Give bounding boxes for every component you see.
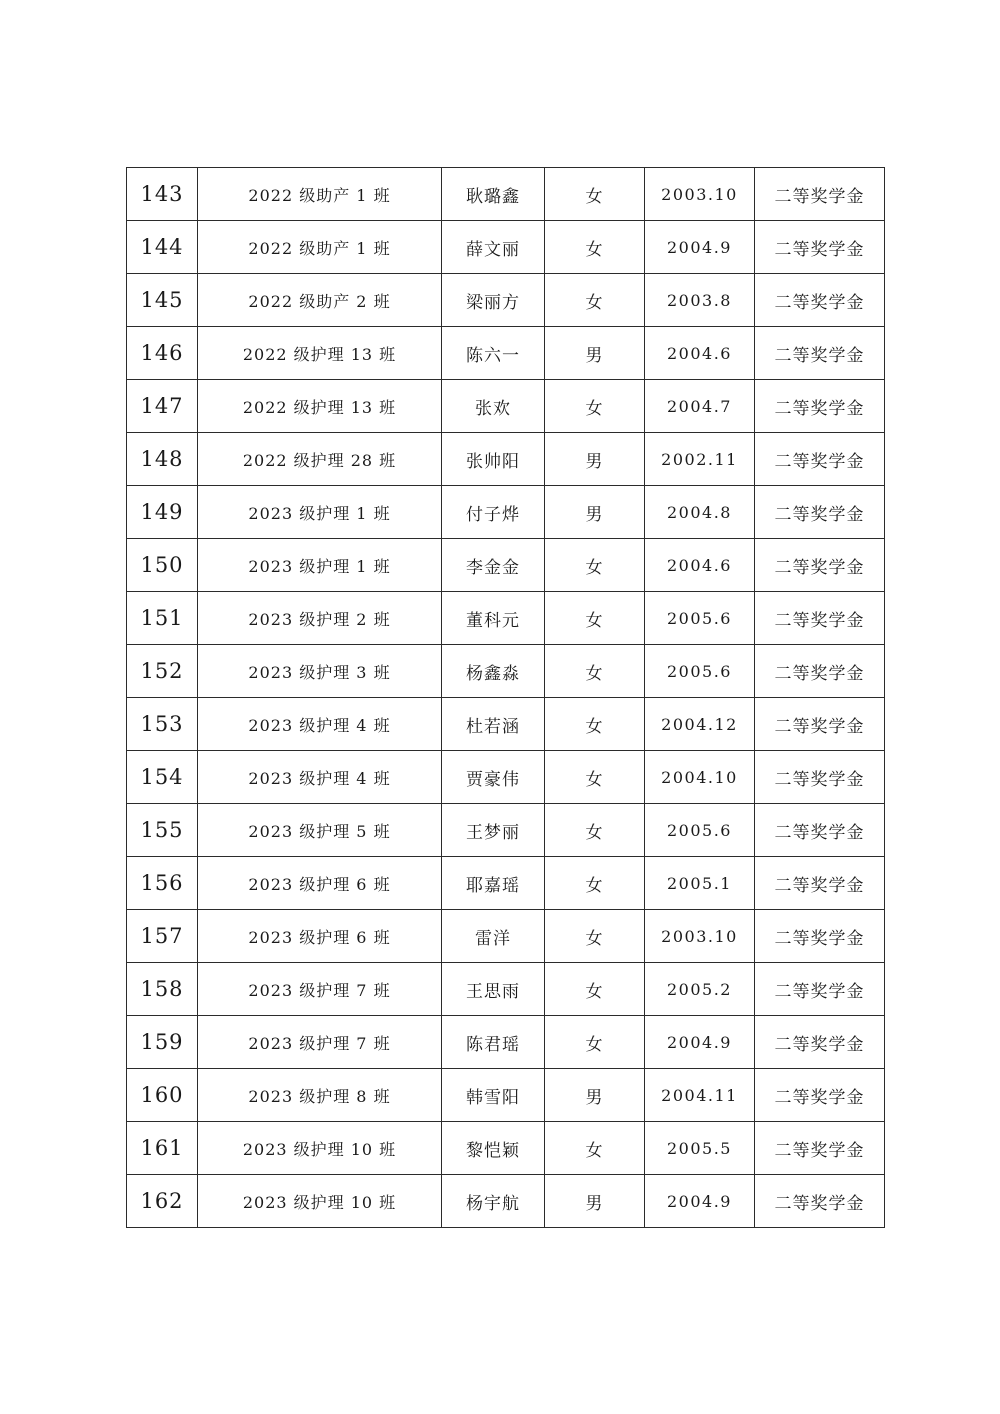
cell-class: 2022 级护理 28 班 (198, 433, 442, 486)
cell-gender: 女 (545, 592, 645, 645)
cell-gender: 女 (545, 910, 645, 963)
table-row (127, 751, 885, 804)
table-row (127, 698, 885, 751)
cell-award: 二等奖学金 (755, 804, 885, 857)
cell-class: 2023 级护理 10 班 (198, 1122, 442, 1175)
cell-name: 薛文丽 (442, 221, 545, 274)
table-row (127, 1016, 885, 1069)
cell-class: 2023 级护理 6 班 (198, 910, 442, 963)
cell-award: 二等奖学金 (755, 963, 885, 1016)
cell-number: 161 (127, 1122, 198, 1175)
cell-award: 二等奖学金 (755, 910, 885, 963)
table-row (127, 592, 885, 645)
cell-number: 153 (127, 698, 198, 751)
cell-number: 152 (127, 645, 198, 698)
cell-name: 黎恺颖 (442, 1122, 545, 1175)
cell-birth-date: 2004.8 (645, 486, 755, 539)
cell-award: 二等奖学金 (755, 751, 885, 804)
cell-number: 158 (127, 963, 198, 1016)
cell-class: 2023 级护理 6 班 (198, 857, 442, 910)
cell-gender: 女 (545, 1016, 645, 1069)
cell-name: 杨鑫淼 (442, 645, 545, 698)
cell-award: 二等奖学金 (755, 857, 885, 910)
cell-birth-date: 2004.12 (645, 698, 755, 751)
cell-number: 154 (127, 751, 198, 804)
cell-name: 陈君瑶 (442, 1016, 545, 1069)
cell-award: 二等奖学金 (755, 1016, 885, 1069)
scholarship-table (126, 167, 885, 1228)
cell-class: 2022 级护理 13 班 (198, 327, 442, 380)
cell-birth-date: 2005.1 (645, 857, 755, 910)
cell-name: 张帅阳 (442, 433, 545, 486)
cell-name: 陈六一 (442, 327, 545, 380)
cell-name: 王思雨 (442, 963, 545, 1016)
cell-award: 二等奖学金 (755, 645, 885, 698)
cell-name: 耿璐鑫 (442, 168, 545, 221)
cell-number: 162 (127, 1175, 198, 1228)
cell-award: 二等奖学金 (755, 1175, 885, 1228)
cell-class: 2023 级护理 10 班 (198, 1175, 442, 1228)
cell-award: 二等奖学金 (755, 221, 885, 274)
cell-birth-date: 2004.6 (645, 327, 755, 380)
cell-birth-date: 2004.7 (645, 380, 755, 433)
cell-class: 2022 级助产 1 班 (198, 221, 442, 274)
cell-gender: 女 (545, 857, 645, 910)
cell-birth-date: 2005.6 (645, 804, 755, 857)
table-row (127, 274, 885, 327)
table-row (127, 1069, 885, 1122)
cell-number: 159 (127, 1016, 198, 1069)
cell-class: 2023 级护理 7 班 (198, 963, 442, 1016)
cell-number: 148 (127, 433, 198, 486)
cell-number: 143 (127, 168, 198, 221)
cell-class: 2023 级护理 1 班 (198, 486, 442, 539)
cell-birth-date: 2004.9 (645, 221, 755, 274)
cell-gender: 女 (545, 274, 645, 327)
cell-birth-date: 2005.6 (645, 645, 755, 698)
cell-name: 李金金 (442, 539, 545, 592)
table-row (127, 645, 885, 698)
cell-gender: 女 (545, 645, 645, 698)
cell-name: 耶嘉瑶 (442, 857, 545, 910)
cell-name: 韩雪阳 (442, 1069, 545, 1122)
cell-number: 160 (127, 1069, 198, 1122)
table-row (127, 486, 885, 539)
cell-gender: 女 (545, 963, 645, 1016)
cell-birth-date: 2004.10 (645, 751, 755, 804)
cell-birth-date: 2002.11 (645, 433, 755, 486)
cell-birth-date: 2004.11 (645, 1069, 755, 1122)
cell-name: 雷洋 (442, 910, 545, 963)
table-row (127, 433, 885, 486)
table-row (127, 804, 885, 857)
cell-class: 2022 级助产 1 班 (198, 168, 442, 221)
table-body (127, 168, 885, 1228)
cell-award: 二等奖学金 (755, 327, 885, 380)
cell-class: 2023 级护理 4 班 (198, 698, 442, 751)
cell-birth-date: 2005.5 (645, 1122, 755, 1175)
cell-class: 2023 级护理 5 班 (198, 804, 442, 857)
cell-award: 二等奖学金 (755, 539, 885, 592)
cell-number: 149 (127, 486, 198, 539)
cell-award: 二等奖学金 (755, 274, 885, 327)
cell-name: 杜若涵 (442, 698, 545, 751)
cell-name: 董科元 (442, 592, 545, 645)
cell-birth-date: 2004.9 (645, 1175, 755, 1228)
cell-award: 二等奖学金 (755, 1122, 885, 1175)
table-row (127, 327, 885, 380)
cell-birth-date: 2005.6 (645, 592, 755, 645)
cell-number: 147 (127, 380, 198, 433)
cell-gender: 男 (545, 1069, 645, 1122)
table-row (127, 910, 885, 963)
cell-number: 151 (127, 592, 198, 645)
cell-award: 二等奖学金 (755, 486, 885, 539)
table-row (127, 168, 885, 221)
cell-class: 2023 级护理 3 班 (198, 645, 442, 698)
cell-name: 杨宇航 (442, 1175, 545, 1228)
cell-class: 2023 级护理 2 班 (198, 592, 442, 645)
cell-name: 梁丽方 (442, 274, 545, 327)
cell-name: 付子烨 (442, 486, 545, 539)
cell-award: 二等奖学金 (755, 1069, 885, 1122)
cell-number: 155 (127, 804, 198, 857)
cell-gender: 女 (545, 380, 645, 433)
cell-number: 156 (127, 857, 198, 910)
cell-birth-date: 2003.10 (645, 168, 755, 221)
cell-name: 王梦丽 (442, 804, 545, 857)
cell-gender: 男 (545, 1175, 645, 1228)
cell-award: 二等奖学金 (755, 433, 885, 486)
cell-name: 张欢 (442, 380, 545, 433)
cell-gender: 女 (545, 751, 645, 804)
cell-gender: 男 (545, 327, 645, 380)
cell-gender: 女 (545, 804, 645, 857)
cell-gender: 男 (545, 433, 645, 486)
cell-gender: 女 (545, 1122, 645, 1175)
cell-class: 2023 级护理 7 班 (198, 1016, 442, 1069)
cell-gender: 女 (545, 698, 645, 751)
cell-number: 145 (127, 274, 198, 327)
cell-class: 2022 级护理 13 班 (198, 380, 442, 433)
cell-number: 157 (127, 910, 198, 963)
cell-birth-date: 2004.9 (645, 1016, 755, 1069)
cell-gender: 女 (545, 168, 645, 221)
cell-gender: 女 (545, 221, 645, 274)
cell-award: 二等奖学金 (755, 592, 885, 645)
cell-gender: 男 (545, 486, 645, 539)
cell-class: 2023 级护理 4 班 (198, 751, 442, 804)
cell-award: 二等奖学金 (755, 698, 885, 751)
cell-name: 贾豪伟 (442, 751, 545, 804)
table-row (127, 539, 885, 592)
table-row (127, 1175, 885, 1228)
cell-number: 144 (127, 221, 198, 274)
table-row (127, 963, 885, 1016)
cell-class: 2023 级护理 8 班 (198, 1069, 442, 1122)
cell-class: 2022 级助产 2 班 (198, 274, 442, 327)
cell-birth-date: 2004.6 (645, 539, 755, 592)
cell-number: 146 (127, 327, 198, 380)
cell-class: 2023 级护理 1 班 (198, 539, 442, 592)
table-row (127, 857, 885, 910)
cell-birth-date: 2003.10 (645, 910, 755, 963)
table-row (127, 221, 885, 274)
cell-award: 二等奖学金 (755, 168, 885, 221)
table-row (127, 380, 885, 433)
cell-birth-date: 2005.2 (645, 963, 755, 1016)
cell-number: 150 (127, 539, 198, 592)
cell-award: 二等奖学金 (755, 380, 885, 433)
table-row (127, 1122, 885, 1175)
cell-birth-date: 2003.8 (645, 274, 755, 327)
cell-gender: 女 (545, 539, 645, 592)
